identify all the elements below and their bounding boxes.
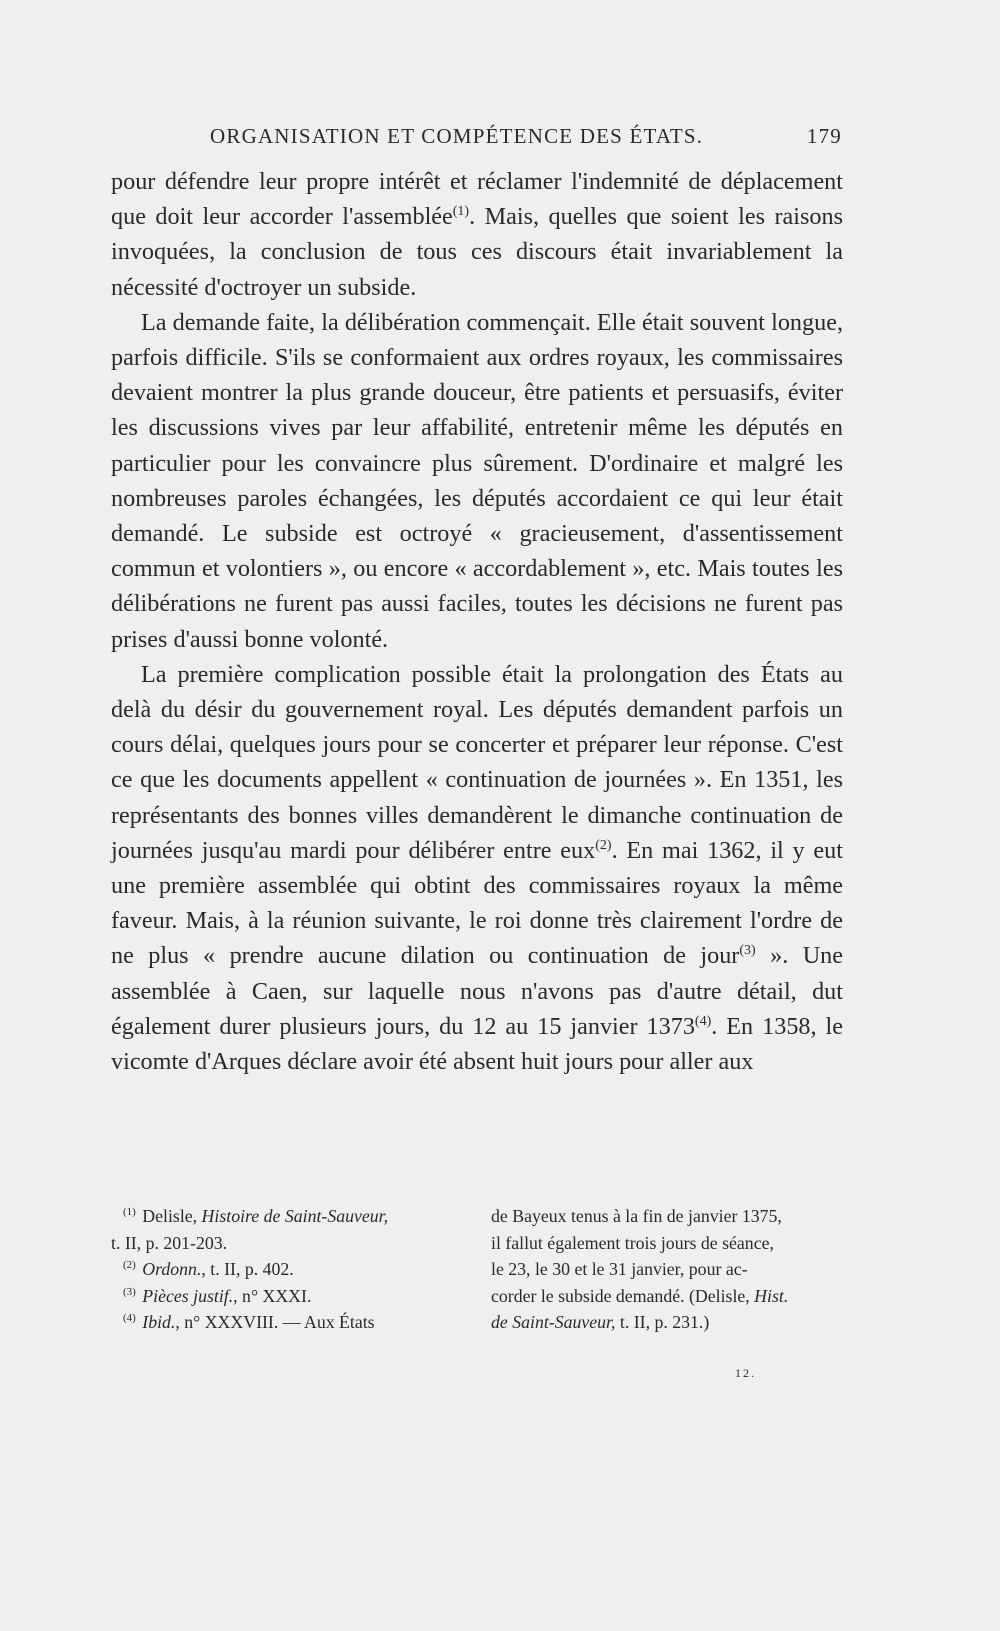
paragraph-3: La première complication possible était la prolongation des États au delà du désir du gouvernement royal. Les députés demandent parfois un cours délai, quelques jours pour se concerter et préparer leur réponse. C'est ce que les documents appellent « continuation de journées ». En 1351, les représentants des bonnes villes demandèrent le dimanche continuation de journées jusqu'au mardi pour délibérer entre eux$^{(2)}$. En mai 1362, il y eut une première assemblée qui obtint des commissaires royaux la même faveur. Mais, à la réunion suivante, le roi donne très clairement l'ordre de ne plus « prendre aucune dilation ou continuation de jour$^{(3)}$ ». Une assemblée à Caen, sur laquelle nous n'avons pas d'autre détail, dut également durer plusieurs jours, du 12 au 15 janvier 1373$^{(4)}$. En 1358, le vicomte d'Arques déclare avoir été absent huit jours pour aller aux [111,660,844,1076]
footnote-ref-4[interactable]: (4) [694,1013,712,1029]
running-title: ORGANISATION ET COMPÉTENCE DES ÉTATS. [210,124,704,148]
footnote-4-line-3: le 23, le 30 et le 31 janvier, pour ac- [491,1259,748,1279]
running-head [110,120,842,150]
body-text [111,164,843,1079]
footnote-3: $^{(3)}$ Pièces justif., n° XXXI. [123,1285,312,1306]
footnote-1-continued: t. II, p. 201-203. [111,1232,228,1253]
footnote-2: $^{(2)}$ Ordonn., t. II, p. 402. [123,1259,294,1279]
footnote-4-line-2: il fallut également trois jours de séance, [491,1232,774,1253]
footnote-4: $^{(4)}$ Ibid., n° XXXVIII. — Aux États [123,1312,375,1332]
footnotes-right-column [491,1203,843,1336]
footnote-4-line-4: corder le subside demandé. (Delisle, Hist. [491,1285,789,1306]
footnote-ref-1[interactable]: (1) [452,204,470,220]
page-number: 179 [806,124,842,148]
printer-signature: 12. [735,1366,756,1380]
footnote-ref-3[interactable]: (3) [739,943,756,959]
paragraph-2: La demande faite, la délibération commençait. Elle était souvent longue, parfois difficile. S'ils se conformaient aux ordres royaux, les commissaires devaient montrer la plus grande douceur, être patients et persuasifs, éviter les discussions vives par leur affabilité, entretenir même les députés en particulier pour les convaincre plus sûrement. D'ordinaire et malgré les nombreuses paroles échangées, les députés accordaient ce qui leur était demandé. Le subside est octroyé « gracieusement, d'assentissement commun et volontiers », ou encore « accordablement », etc. Mais toutes les délibérations ne furent pas aussi faciles, toutes les décisions ne furent pas prises d'aussi bonne volonté. [111,308,843,653]
paragraph-1: pour défendre leur propre intérêt et réclamer l'indemnité de déplacement que doit leur accorder l'assemblée$^{(1)}$. Mais, quelles que soient les raisons invoquées, la conclusion de tous ces discours était invariablement la nécessité d'octroyer un subside. [111,168,843,301]
footnote-1: $^{(1)}$ Delisle, Histoire de Saint-Sauveur, [123,1206,389,1226]
footnote-ref-2[interactable]: (2) [595,837,612,853]
footnote-4-line-1: de Bayeux tenus à la fin de janvier 1375, [491,1206,782,1226]
footnotes-left-column [111,1203,456,1336]
footnote-4-line-5: de Saint-Sauveur, t. II, p. 231.) [491,1312,710,1332]
